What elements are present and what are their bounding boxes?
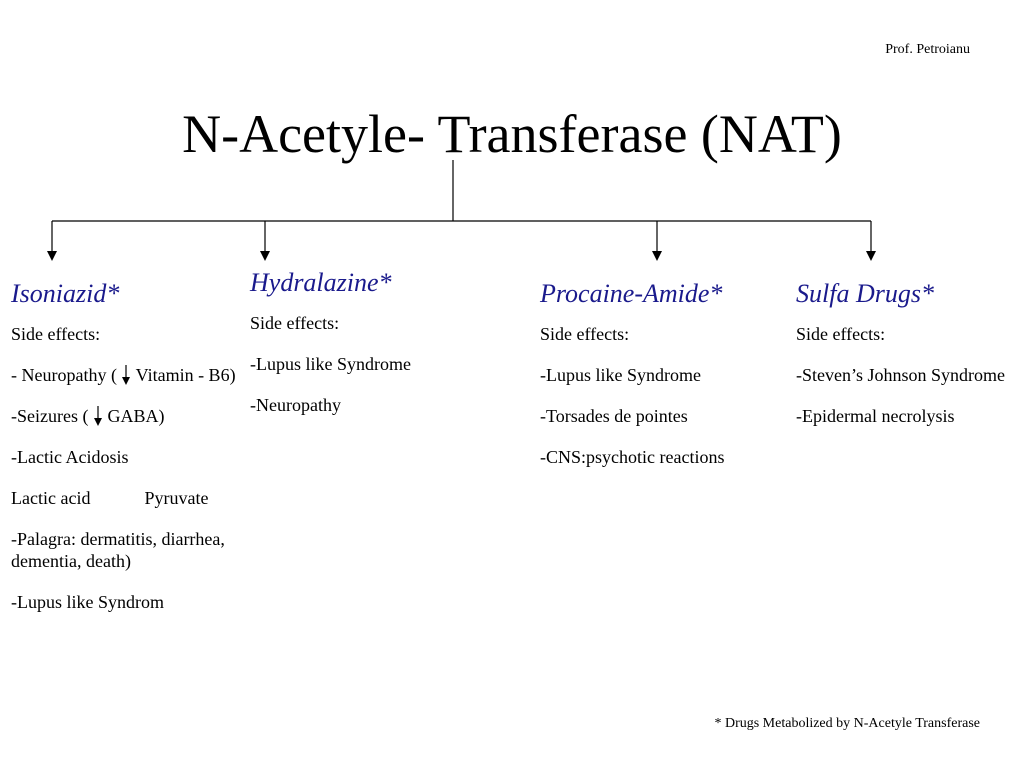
side-effect-palagra: -Palagra: dermatitis, diarrhea, dementia, death) — [11, 529, 225, 571]
drug-name-procaine-amide: Procaine-Amide* — [540, 279, 723, 308]
column-hydralazine — [250, 268, 480, 435]
drug-name-hydralazine: Hydralazine* — [250, 268, 392, 297]
side-effect-item: -Lupus like Syndrome — [540, 365, 701, 385]
seizures-prefix: -Seizures ( — [11, 406, 89, 426]
footnote: * Drugs Metabolized by N-Acetyle Transferase — [714, 716, 980, 731]
decrease-arrow-icon — [93, 406, 103, 426]
column-isoniazid — [11, 279, 253, 632]
page-title: N-Acetyle- Transferase (NAT) — [182, 104, 842, 164]
side-effect-seizures — [11, 405, 253, 427]
lactic-pyruvate-line — [11, 487, 253, 509]
neuropathy-suffix: Vitamin - B6) — [135, 365, 236, 385]
column-sulfa-drugs — [796, 279, 1006, 446]
side-effect-neuropathy — [11, 364, 253, 386]
side-effect-item: -CNS:psychotic reactions — [540, 447, 725, 467]
pyruvate-label: Pyruvate — [144, 488, 209, 508]
side-effect-item: -Lupus like Syndrome — [250, 354, 411, 374]
author-name: Prof. Petroianu — [885, 42, 970, 57]
side-effect-lupus: -Lupus like Syndrom — [11, 592, 164, 612]
side-effect-lactic-acidosis: -Lactic Acidosis — [11, 447, 129, 467]
side-effects-label: Side effects: — [540, 324, 630, 344]
side-effect-item: -Torsades de pointes — [540, 406, 688, 426]
side-effects-label: Side effects: — [250, 313, 340, 333]
seizures-suffix: GABA) — [107, 406, 165, 426]
drug-name-sulfa-drugs: Sulfa Drugs* — [796, 279, 934, 308]
decrease-arrow-icon — [121, 365, 131, 385]
side-effects-label: Side effects: — [796, 324, 886, 344]
side-effect-item: -Steven’s Johnson Syndrome — [796, 365, 1005, 385]
neuropathy-prefix: - Neuropathy ( — [11, 365, 117, 385]
lactic-acid-label: Lactic acid — [11, 488, 91, 508]
side-effect-item: -Neuropathy — [250, 395, 341, 415]
side-effects-label: Side effects: — [11, 324, 101, 344]
drug-name-isoniazid: Isoniazid* — [11, 279, 120, 308]
column-procaine-amide — [540, 279, 790, 487]
side-effect-item: -Epidermal necrolysis — [796, 406, 955, 426]
